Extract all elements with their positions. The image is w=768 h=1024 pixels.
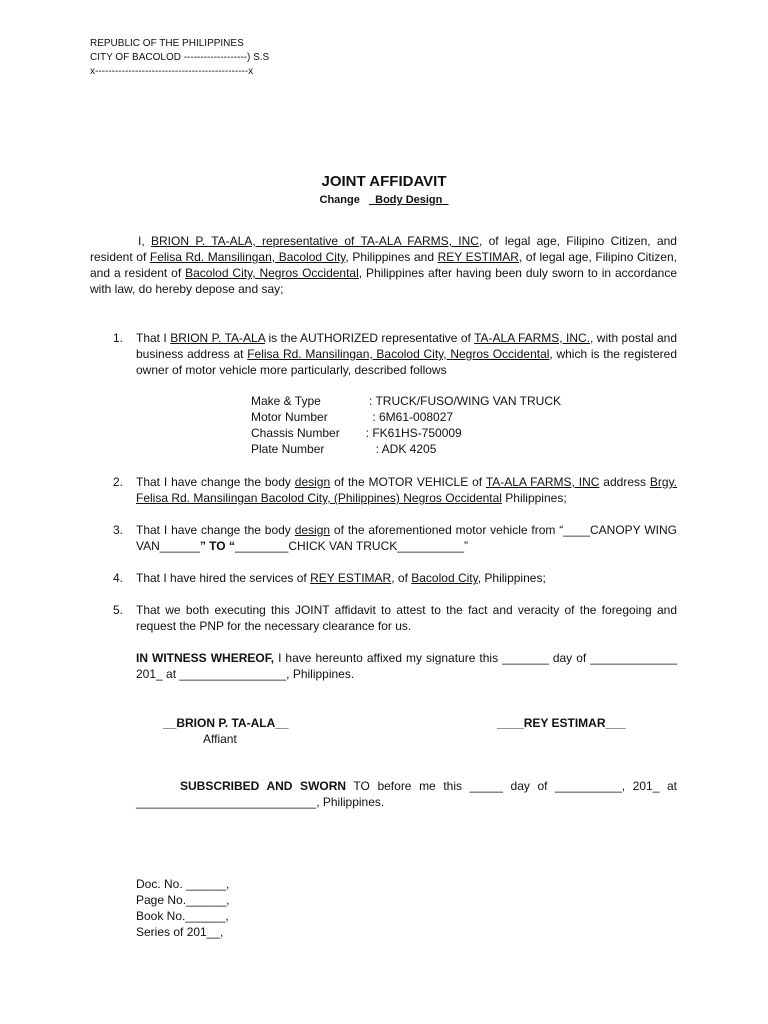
list-number: 3.: [113, 523, 124, 537]
jurat-text: TO before me this _____ day of __________, 201_ at ___________________________, Philippines.: [136, 779, 677, 809]
list-item-text: That I BRION P. TA-ALA is the AUTHORIZED representative of TA-ALA FARMS, INC., with postal and business address at Felisa Rd. Mansilingan, Bacolod City, Negros Occidental, which is the registered owner of motor vehicle more particularly, described follows: [136, 331, 678, 377]
spec-label: Plate Number: [251, 442, 325, 456]
affiant-role: Affiant: [203, 732, 237, 746]
company-address: Brgy. Felisa Rd. Mansilingan Bacolod City, (Philippines) Negros Occidental: [136, 475, 678, 505]
list-item: [113, 330, 677, 378]
notarial-register: [136, 876, 229, 940]
spec-label: Make & Type: [251, 394, 321, 408]
affiant-name: BRION P. TA-ALA, representative of TA-ALA FARMS, INC: [151, 234, 479, 248]
list-item-text: That I have hired the services of REY ESTIMAR, of Bacolod City, Philippines;: [136, 571, 546, 585]
second-affiant-name: REY ESTIMAR: [437, 250, 519, 264]
subtitle-value: _Body Design_: [369, 194, 449, 206]
list-number: 1.: [113, 331, 124, 345]
spec-value: : ADK 4205: [359, 442, 437, 456]
spec-value: : TRUCK/FUSO/WING VAN TRUCK: [359, 394, 562, 408]
list-number: 5.: [113, 603, 124, 617]
new-design: ________CHICK VAN TRUCK__________: [234, 539, 464, 553]
affiant-signature: __BRION P. TA-ALA__: [163, 716, 289, 730]
witness-heading: IN WITNESS WHEREOF,: [136, 651, 275, 665]
spec-row: [251, 409, 561, 425]
spec-value: : 6M61-008027: [359, 410, 454, 424]
spec-row: [251, 425, 561, 441]
vehicle-specs: [251, 393, 561, 457]
affiant-address: Felisa Rd. Mansilingan, Bacolod City: [149, 250, 346, 264]
page-number: Page No.______,: [136, 893, 230, 907]
list-item-text: That I have change the body design of the MOTOR VEHICLE of TA-ALA FARMS, INC address Brgy. Felisa Rd. Mansilingan Bacolod City, (Philippines) Negros Occidental Philippines;: [136, 475, 678, 505]
intro-text: , Philippines after having been duly sworn to in accordance with law, do hereby depose and say;: [90, 266, 678, 296]
spec-row: [251, 393, 561, 409]
document-subtitle: [0, 194, 768, 206]
list-item-text: That I have change the body design of the aforementioned motor vehicle from “____CANOPY WING VAN______” TO “________CHICK VAN TRUCK__________”: [136, 523, 677, 553]
company-name: TA-ALA FARMS, INC: [485, 475, 600, 489]
list-item: [113, 522, 677, 554]
list-number: 4.: [113, 571, 124, 585]
intro-text: , of legal age, Filipino Citizen, and resident of: [90, 234, 677, 264]
header-republic: REPUBLIC OF THE PHILIPPINES: [90, 38, 244, 49]
list-item-text: That we both executing this JOINT affidavit to attest to the fact and veracity of the foregoing and request the PNP for the necessary clearance for us.: [136, 603, 677, 633]
document-title: JOINT AFFIDAVIT: [321, 173, 447, 190]
to-label: ” TO “: [199, 539, 235, 553]
doc-number: Doc. No. ______,: [136, 877, 230, 891]
authorized-name: BRION P. TA-ALA: [170, 331, 266, 345]
intro-text: , Philippines and: [345, 250, 438, 264]
design-word: design: [294, 475, 331, 489]
hired-name: REY ESTIMAR: [310, 571, 392, 585]
jurat-paragraph: [136, 778, 677, 810]
header-divider: x----------------------------------------------x: [90, 66, 254, 77]
subtitle-label: Change: [319, 194, 360, 206]
spec-label: Chassis Number: [251, 426, 340, 440]
company-address: Felisa Rd. Mansilingan, Bacolod City, Negros Occidental: [247, 347, 550, 361]
document-header: [90, 37, 269, 79]
spec-row: [251, 441, 561, 457]
intro-paragraph: [90, 233, 677, 297]
second-signature: ____REY ESTIMAR___: [497, 716, 626, 730]
witness-text: I have hereunto affixed my signature this _______ day of _____________ 201_ at ________________, Philippines.: [136, 651, 677, 681]
witness-paragraph: [136, 650, 677, 682]
intro-text: , of legal age, Filipino Citizen, and a resident of: [90, 250, 677, 280]
list-item: [113, 474, 677, 506]
jurat-heading: SUBSCRIBED AND SWORN: [180, 779, 347, 793]
header-city: CITY OF BACOLOD -------------------) S.S: [90, 52, 270, 63]
spec-label: Motor Number: [251, 410, 328, 424]
hired-city: Bacolod City: [411, 571, 478, 585]
old-design: ____CANOPY WING VAN______: [136, 523, 677, 553]
design-word: design: [294, 523, 331, 537]
list-item: [113, 602, 677, 634]
second-affiant-address: Bacolod City, Negros Occidental: [185, 266, 359, 280]
spec-value: : FK61HS-750009: [359, 426, 462, 440]
series-number: Series of 201__,: [136, 925, 224, 939]
company-name: TA-ALA FARMS, INC.: [474, 331, 591, 345]
list-item: [113, 570, 677, 586]
book-number: Book No.______,: [136, 909, 229, 923]
intro-text: I,: [138, 234, 151, 248]
list-number: 2.: [113, 475, 124, 489]
